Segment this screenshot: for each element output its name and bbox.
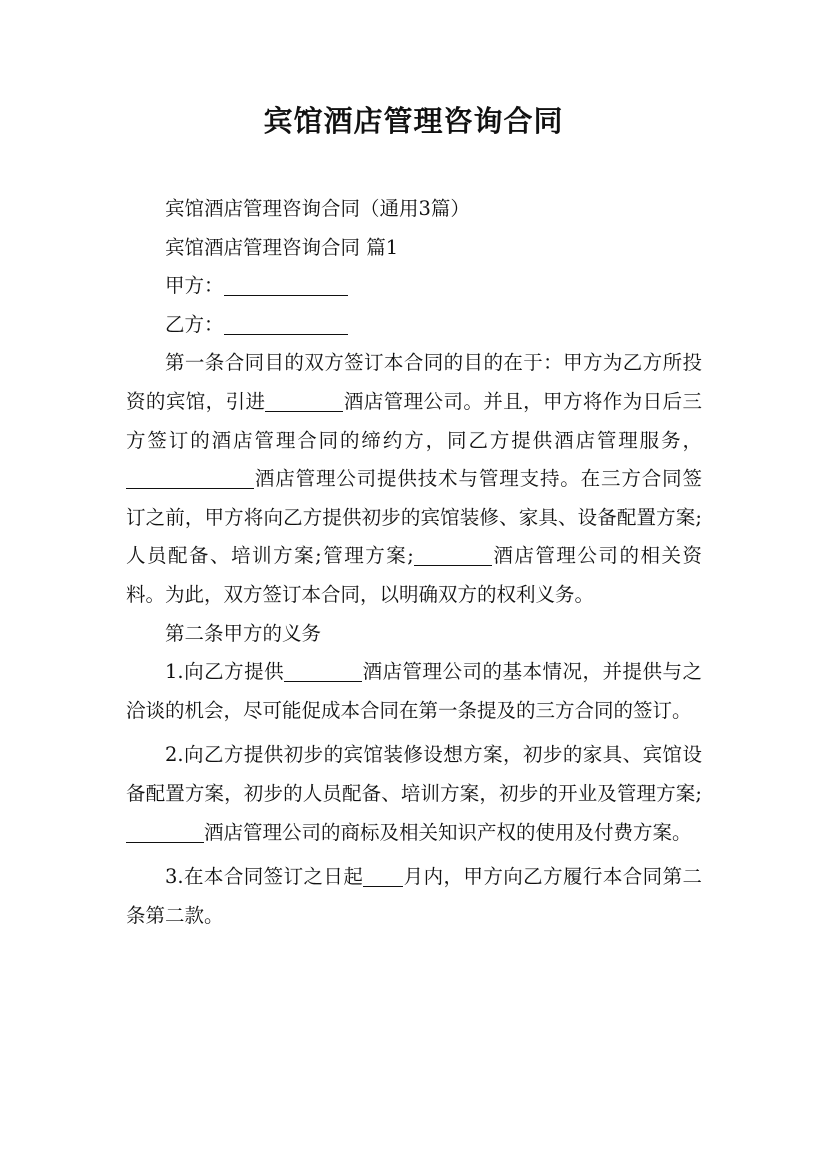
party-a-label: 甲方：	[165, 274, 224, 298]
item-2-seg2: 酒店管理公司的商标及相关知识产权的使用及付费方案。	[204, 820, 692, 844]
party-a-blank	[224, 294, 348, 296]
item-2-blank	[126, 841, 204, 843]
article-2-heading	[126, 615, 702, 654]
section-heading	[126, 229, 702, 268]
article-2-heading-text: 第二条甲方的义务	[165, 621, 322, 645]
section-heading-text: 宾馆酒店管理咨询合同 篇1	[165, 235, 399, 259]
subtitle-text: 宾馆酒店管理咨询合同（通用3篇）	[165, 197, 470, 220]
document-body	[126, 190, 702, 935]
article-1-seg2: 酒店管理公司。并且，甲方将作为日后三方签订的酒店管理合同的缔约方，同乙方提供酒店管理服务，	[126, 389, 702, 452]
item-2-seg1: 2.向乙方提供初步的宾馆装修设想方案，初步的家具、宾馆设备配置方案，初步的人员配备、培训方案，初步的开业及管理方案;	[126, 743, 702, 805]
item-1-seg2: 酒店管理公司的基本情况，并提供与之洽谈的机会，尽可能促成本合同在第一条提及的三方合同的签订。	[126, 660, 702, 722]
party-a-line	[126, 267, 702, 306]
item-1	[126, 653, 702, 730]
item-3	[126, 858, 702, 935]
article-1	[126, 344, 702, 614]
party-b-label: 乙方：	[165, 312, 224, 336]
item-3-blank	[363, 885, 403, 887]
article-1-seg3: 酒店管理公司提供技术与管理支持。在三方合同签订之前，甲方将向乙方提供初步的宾馆装修、家具、设备配置方案;人员配备、培训方案;管理方案;	[126, 467, 702, 568]
subtitle	[126, 190, 702, 229]
party-b-blank	[224, 333, 348, 335]
article-1-blank2	[126, 487, 254, 489]
article-1-seg4: 酒店管理公司的相关资料。为此，双方签订本合同，以明确双方的权利义务。	[126, 544, 702, 606]
item-2	[126, 736, 702, 852]
document-title: 宾馆酒店管理咨询合同	[263, 104, 564, 138]
article-1-blank1	[265, 410, 343, 412]
item-1-seg1: 1.向乙方提供	[165, 660, 285, 684]
party-b-line	[126, 306, 702, 345]
article-1-seg1: 第一条合同目的双方签订本合同的目的在于：甲方为乙方所投资的宾馆，引进	[126, 351, 702, 413]
item-1-blank	[284, 680, 362, 682]
item-3-seg2: 月内，甲方向乙方履行本合同第二条第二款。	[126, 865, 702, 927]
article-1-blank3	[414, 564, 492, 566]
item-3-seg1: 3.在本合同签订之日起	[165, 865, 364, 889]
